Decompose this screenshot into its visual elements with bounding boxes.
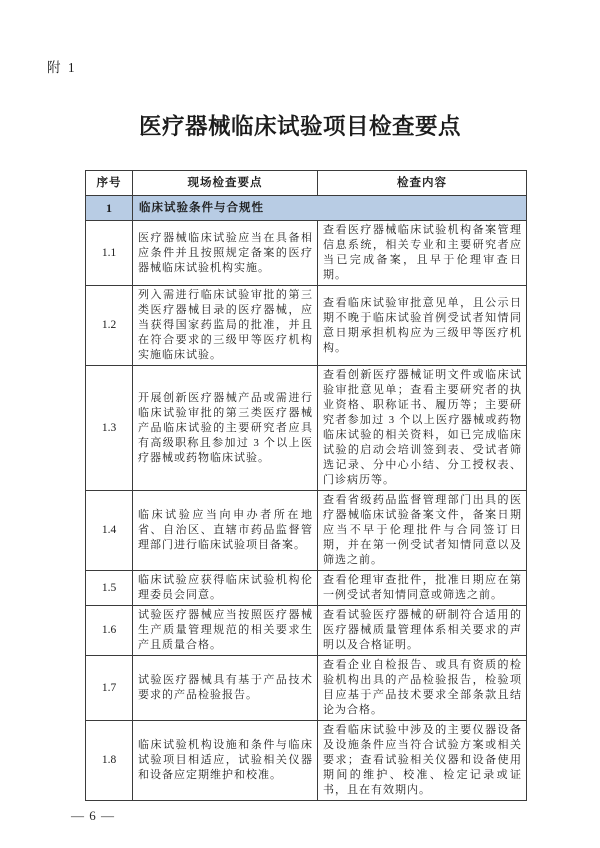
table-row bbox=[86, 366, 527, 491]
row-id: 1.8 bbox=[86, 721, 133, 801]
check-content-cell: 查看创新医疗器械证明文件或临床试验审批意见单；查看主要研究者的执业资格、职称证书、履历等；主要研究者参加过 3 个以上医疗器械或药物临床试验的相关资料，如已完成临床试验的启动会培训签到表、受试者筛选记录、分中心小结、分工授权表、门诊病历等。 bbox=[318, 366, 527, 491]
section-id: 1 bbox=[86, 196, 133, 221]
check-content-cell: 查看临床试验审批意见单，且公示日期不晚于临床试验首例受试者知情同意日期承担机构应为三级甲等医疗机构。 bbox=[318, 286, 527, 366]
table-row bbox=[86, 656, 527, 721]
check-content-cell: 查看伦理审查批件，批准日期应在第一例受试者知情同意或筛选之前。 bbox=[318, 571, 527, 606]
page-number: — 6 — bbox=[71, 808, 115, 823]
row-id: 1.6 bbox=[86, 606, 133, 656]
row-id: 1.1 bbox=[86, 221, 133, 286]
site-check-point-cell: 临床试验应当向申办者所在地省、自治区、直辖市药品监督管理部门进行临床试验项目备案。 bbox=[133, 491, 318, 571]
row-id: 1.3 bbox=[86, 366, 133, 491]
site-check-point-cell: 临床试验应获得临床试验机构伦理委员会同意。 bbox=[133, 571, 318, 606]
site-check-point-cell: 医疗器械临床试验应当在具备相应条件并且按照规定备案的医疗器械临床试验机构实施。 bbox=[133, 221, 318, 286]
row-id: 1.2 bbox=[86, 286, 133, 366]
section-header-row bbox=[86, 196, 527, 221]
site-check-point-cell: 临床试验机构设施和条件与临床试验项目相适应，试验相关仪器和设备应定期维护和校准。 bbox=[133, 721, 318, 801]
column-header-check-content: 检查内容 bbox=[318, 171, 527, 196]
page-title: 医疗器械临床试验项目检查要点 bbox=[138, 114, 461, 139]
table-header-row bbox=[86, 171, 527, 196]
check-content-cell: 查看省级药品监督管理部门出具的医疗器械临床试验备案文件，备案日期应当不早于伦理批件与合同签订日期，并在第一例受试者知情同意以及筛选之前。 bbox=[318, 491, 527, 571]
site-check-point-cell: 试验医疗器械具有基于产品技术要求的产品检验报告。 bbox=[133, 656, 318, 721]
column-header-site-check-points: 现场检查要点 bbox=[133, 171, 318, 196]
table-row bbox=[86, 286, 527, 366]
site-check-point-cell: 开展创新医疗器械产品或需进行临床试验审批的第三类医疗器械产品临床试验的主要研究者应具有高级职称且参加过 3 个以上医疗器械或药物临床试验。 bbox=[133, 366, 318, 491]
site-check-point-cell: 试验医疗器械应当按照医疗器械生产质量管理规范的相关要求生产且质量合格。 bbox=[133, 606, 318, 656]
site-check-point-cell: 列入需进行临床试验审批的第三类医疗器械目录的医疗器械，应当获得国家药监局的批准，并且在符合要求的三级甲等医疗机构实施临床试验。 bbox=[133, 286, 318, 366]
section-title: 临床试验条件与合规性 bbox=[133, 196, 527, 221]
row-id: 1.5 bbox=[86, 571, 133, 606]
column-header-serial-number: 序号 bbox=[86, 171, 133, 196]
inspection-table bbox=[85, 170, 527, 801]
check-content-cell: 查看临床试验中涉及的主要仪器设备及设施条件应当符合试验方案或相关要求；查看试验相关仪器和设备使用期间的维护、校准、检定记录或证书，且在有效期内。 bbox=[318, 721, 527, 801]
check-content-cell: 查看试验医疗器械的研制符合适用的医疗器械质量管理体系相关要求的声明以及合格证明。 bbox=[318, 606, 527, 656]
table-row bbox=[86, 606, 527, 656]
row-id: 1.7 bbox=[86, 656, 133, 721]
attachment-label: 附 1 bbox=[47, 60, 77, 75]
table-row bbox=[86, 221, 527, 286]
check-content-cell: 查看企业自检报告、或具有资质的检验机构出具的产品检验报告，检验项目应基于产品技术要求全部条款且结论为合格。 bbox=[318, 656, 527, 721]
table-row bbox=[86, 721, 527, 801]
check-content-cell: 查看医疗器械临床试验机构备案管理信息系统，相关专业和主要研究者应当已完成备案，且早于伦理审查日期。 bbox=[318, 221, 527, 286]
row-id: 1.4 bbox=[86, 491, 133, 571]
table-row bbox=[86, 571, 527, 606]
table-row bbox=[86, 491, 527, 571]
